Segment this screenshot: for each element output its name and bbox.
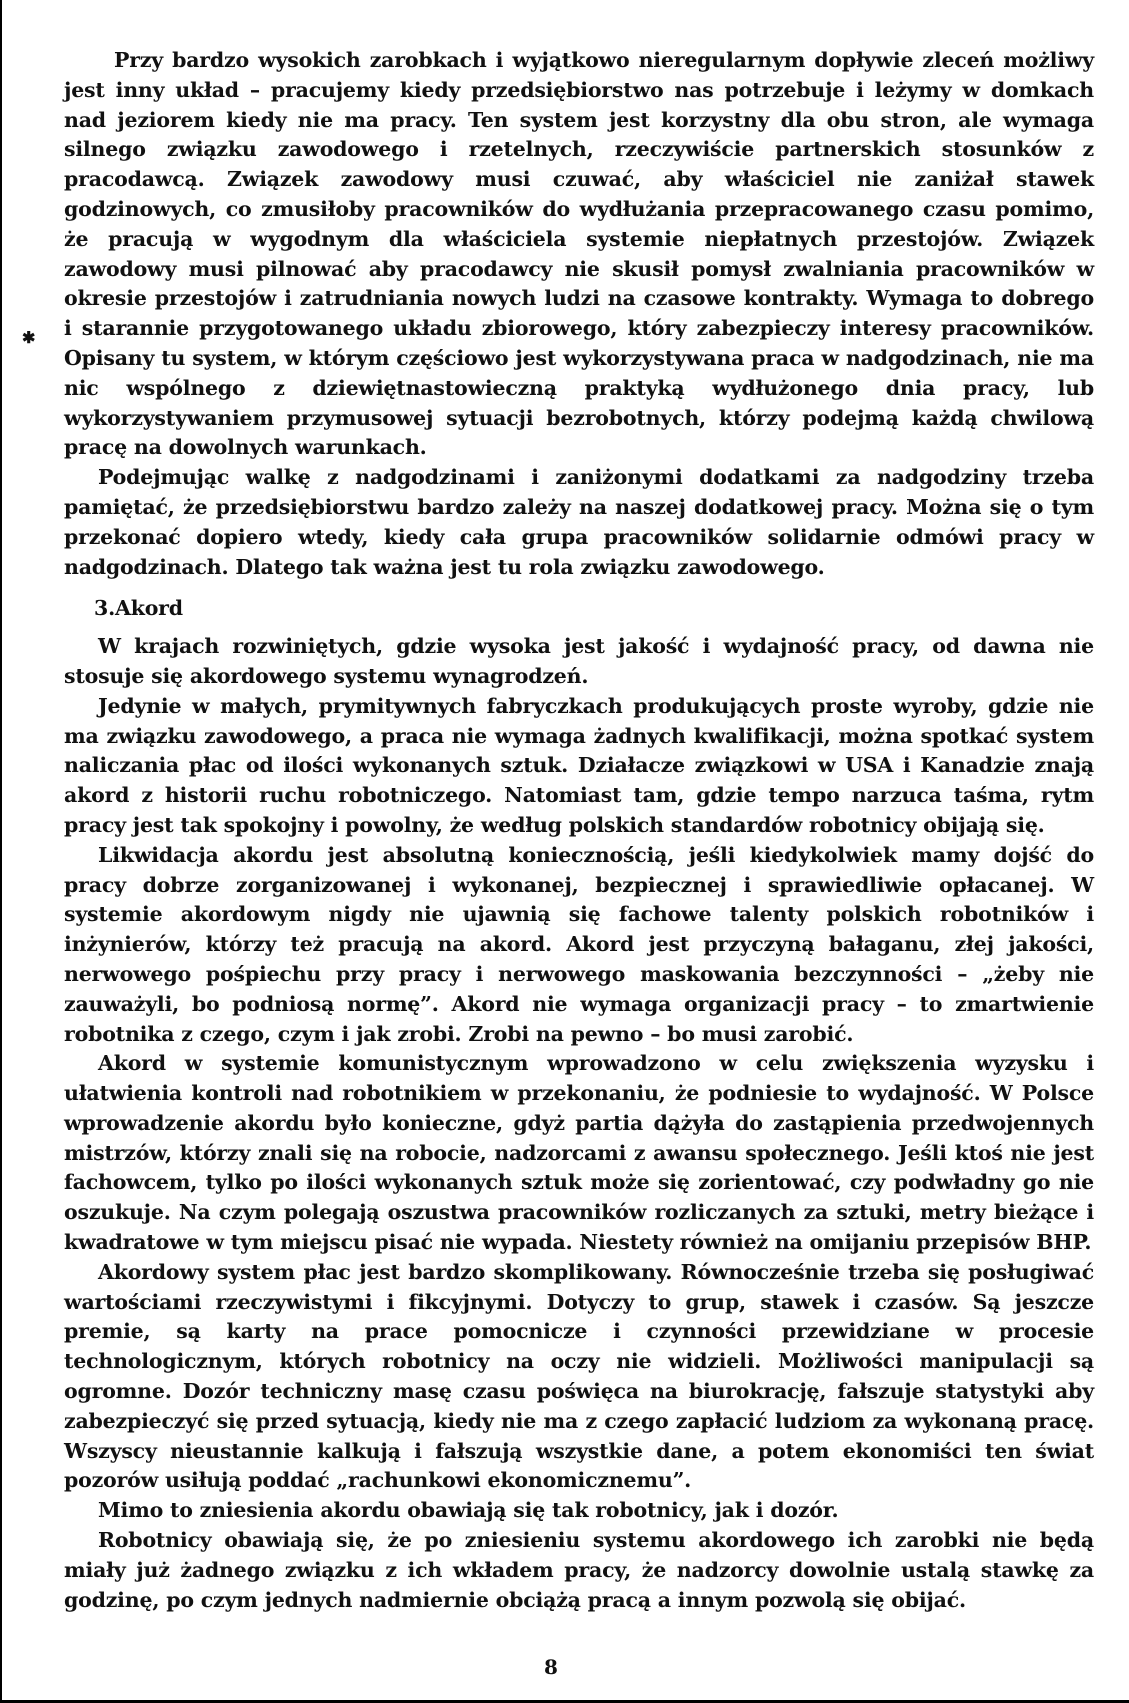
paragraph: Likwidacja akordu jest absolutną koniecznością, jeśli kiedykolwiek mamy dojść do pracy dobrze zorganizowanej i wykonanej, bezpiecznej i sprawiedliwie opłacanej. W systemie akordowym nigdy nie ujawnią się fachowe talenty polskich robotników i inżynierów, którzy też pracują na akord. Akord jest przyczyną bałaganu, złej jakości, nerwowego pośpiechu przy pracy i nerwowego maskowania bezczynności – „żeby nie zauważyli, bo podniosą normę”. Akord nie wymaga organizacji pracy – to zmartwienie robotnika z czego, czym i jak zrobi. Zrobi na pewno – bo musi zarobić.: [64, 842, 1094, 1046]
paragraph: Akord w systemie komunistycznym wprowadzono w celu zwiększenia wyzysku i ułatwienia kontroli nad robotnikiem w przekonaniu, że podniesie to wydajność. W Polsce wprowadzenie akordu było konieczne, gdyż partia dążyła do zastąpienia przedwojennych mistrzów, którzy znali się na robocie, nadzorcami z awansu społecznego. Jeśli ktoś nie jest fachowcem, tylko po ilości wykonanych sztuk może się zorientować, czy podwładny go nie oszukuje. Na czym polegają oszustwa pracowników rozliczanych za sztuki, metry bieżące i kwadratowe w tym miejscu pisać nie wypada. Niestety również na omijaniu przepisów BHP.: [64, 1051, 1094, 1255]
paragraph: Akordowy system płac jest bardzo skomplikowany. Równocześnie trzeba się posługiwać wartościami rzeczywistymi i fikcyjnymi. Dotyczy to grup, stawek i czasów. Są jeszcze premie, są karty na prace pomocnicze i czynności przewidziane w procesie technologicznym, których robotnicy na oczy nie widzieli. Możliwości manipulacji są ogromne. Dozór techniczny masę czasu poświęca na biurokrację, fałszuje statystyki aby zabezpieczyć się przed sytuacją, kiedy nie ma z czego zapłacić ludziom za wykonaną pracę. Wszyscy nieustannie kalkują i fałszują wszystkie dane, a potem ekonomiści ten świat pozorów usiłują poddać „rachunkowi ekonomicznemu”.: [64, 1259, 1094, 1493]
paragraph: Podejmując walkę z nadgodzinami i zaniżonymi dodatkami za nadgodziny trzeba pamiętać, że przedsiębiorstwu bardzo zależy na naszej dodatkowej pracy. Można się o tym przekonać dopiero wtedy, kiedy cała grupa pracowników solidarnie odmówi pracy w nadgodzinach. Dlatego tak ważna jest tu rola związku zawodowego.: [64, 465, 1094, 579]
paragraph: Robotnicy obawiają się, że po zniesieniu systemu akordowego ich zarobki nie będą miały już żadnego związku z ich wkładem pracy, że nadzorcy dowolnie ustalą stawkę za godzinę, po czym jednych nadmiernie obciążą pracą a innym pozwolą się obijać.: [64, 1528, 1094, 1612]
document-body: [64, 46, 1094, 1615]
paragraph: Mimo to zniesienia akordu obawiają się tak robotnicy, jak i dozór.: [98, 1498, 839, 1523]
margin-mark: ✱: [22, 328, 36, 347]
paragraph: Przy bardzo wysokich zarobkach i wyjątkowo nieregularnym dopływie zleceń możliwy jest inny układ – pracujemy kiedy przedsiębiorstwo nas potrzebuje i leżymy w domkach nad jeziorem kiedy nie ma pracy. Ten system jest korzystny dla obu stron, ale wymaga silnego związku zawodowego i rzetelnych, rzeczywiście partnerskich stosunków z pracodawcą. Związek zawodowy musi czuwać, aby właściciel nie zaniżał stawek godzinowych, co zmusiłoby pracowników do wydłużania przepracowanego czasu pomimo, że pracują w wygodnym dla właściciela systemie niepłatnych przestojów. Związek zawodowy musi pilnować aby pracodawcy nie skusił pomysł zwalniania pracowników w okresie przestojów i zatrudniania nowych ludzi na czasowe kontrakty. Wymaga to dobrego i starannie przygotowanego układu zbiorowego, który zabezpieczy interesy pracowników. Opisany tu system, w którym częściowo jest wykorzystywana praca w nadgodzinach, nie ma nic wspólnego z dziewiętnastowieczną praktyką wydłużonego dnia pracy, lub wykorzystywaniem przymusowej sytuacji bezrobotnych, którzy podejmą każdą chwilową pracę na dowolnych warunkach.: [64, 48, 1094, 460]
paragraph: W krajach rozwiniętych, gdzie wysoka jest jakość i wydajność pracy, od dawna nie stosuje się akordowego systemu wynagrodzeń.: [64, 634, 1094, 688]
section-heading: 3.Akord: [94, 596, 183, 621]
page-number: 8: [544, 1655, 558, 1679]
paragraph: Jedynie w małych, prymitywnych fabryczkach produkujących proste wyroby, gdzie nie ma związku zawodowego, a praca nie wymaga żadnych kwalifikacji, można spotkać system naliczania płac od ilości wykonanych sztuk. Działacze związkowi w USA i Kanadzie znają akord z historii ruchu robotniczego. Natomiast tam, gdzie tempo narzuca taśma, rytm pracy jest tak spokojny i powolny, że według polskich standardów robotnicy obijają się.: [64, 693, 1094, 837]
scan-edge-left: [0, 0, 2, 1703]
